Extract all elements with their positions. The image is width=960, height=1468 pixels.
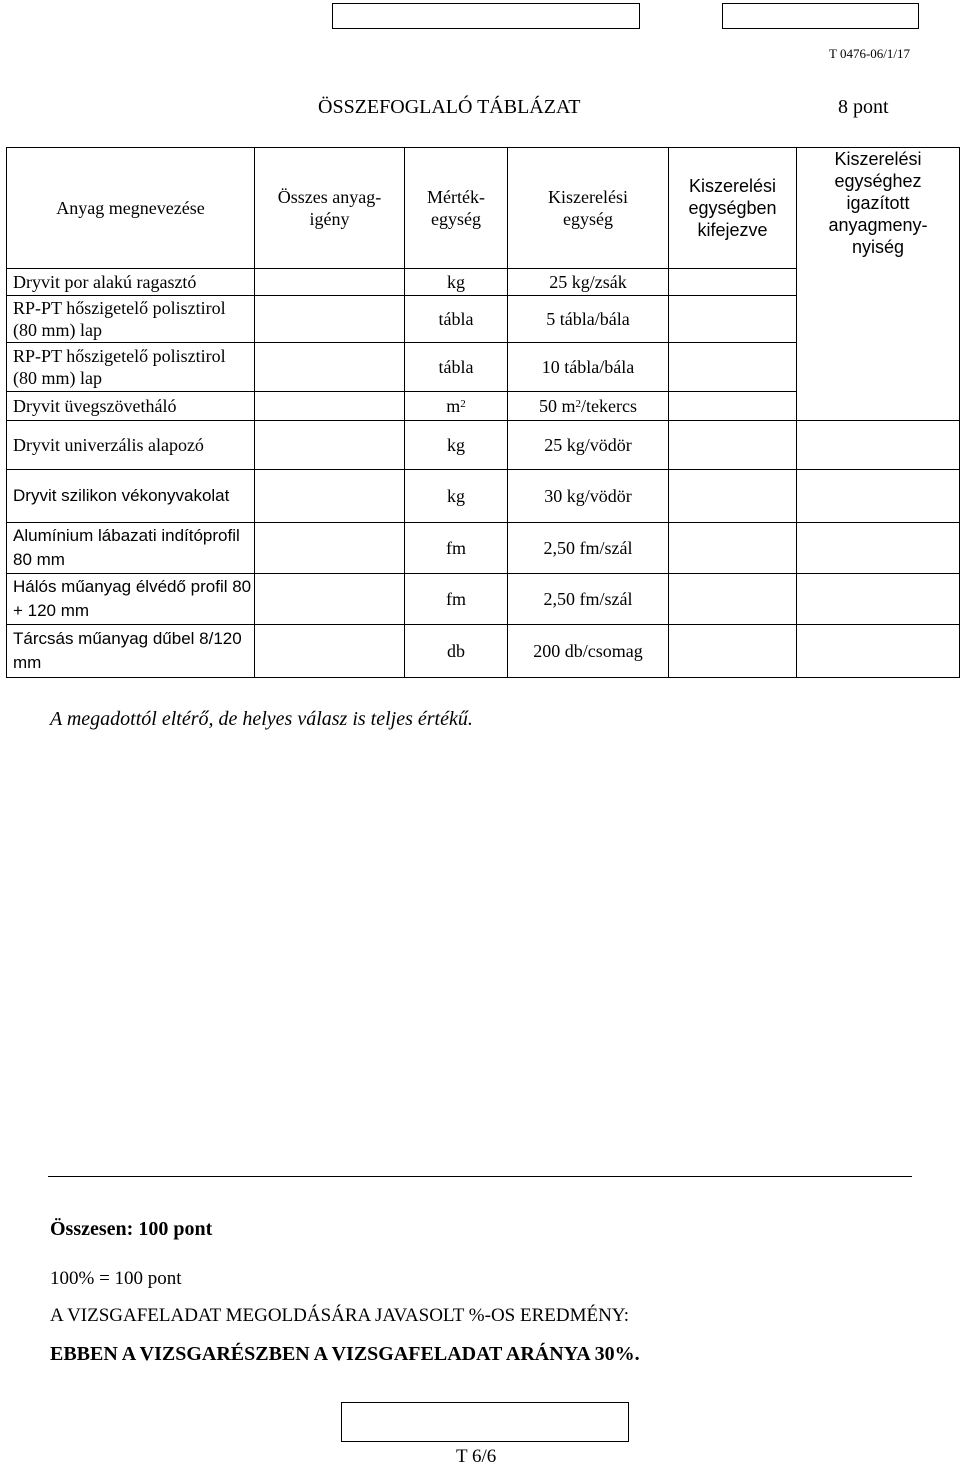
adjusted-amount-cell [797,421,960,470]
row-package: 25 kg/zsák [508,269,669,296]
row-unit-cell [405,392,508,421]
column-header: Kiszerelési egységhez igazított anyagmeny-nyiség [797,148,960,421]
adjusted-amount-cell [797,625,960,678]
total-requirement-cell [255,343,405,392]
package-amount-cell [669,625,797,678]
row-unit: tábla [405,296,508,343]
total-requirement-cell [255,421,405,470]
row-package: 10 tábla/bála [508,343,669,392]
adjusted-amount-cell [797,470,960,523]
divider [48,1176,912,1177]
adjusted-amount-cell [797,523,960,574]
row-package: 2,50 fm/szál [508,574,669,625]
package-amount-cell [669,421,797,470]
top-box-right [722,3,919,29]
row-package: 30 kg/vödör [508,470,669,523]
row-name: Dryvit üvegszövetháló [7,392,255,421]
row-unit: fm [405,523,508,574]
table-row [7,574,960,625]
suggested-result-line: A VIZSGAFELADAT MEGOLDÁSÁRA JAVASOLT %-OS EREDMÉNY: [50,1305,630,1326]
column-header: Kiszerelési egység [508,148,669,269]
row-unit: kg [405,421,508,470]
document-id: T 0476-06/1/17 [828,46,910,61]
row-package: 200 db/csomag [508,625,669,678]
row-unit: fm [405,574,508,625]
row-unit: tábla [405,343,508,392]
total-requirement-cell [255,523,405,574]
table-row [7,421,960,470]
bottom-box [341,1402,629,1442]
total-requirement-cell [255,392,405,421]
row-package-cell [508,392,669,421]
total-requirement-cell [255,625,405,678]
column-header: Kiszerelési egységben kifejezve [669,148,797,269]
row-package: 50 m [539,396,576,416]
total-requirement-cell [255,296,405,343]
total-requirement-cell [255,470,405,523]
page-number: T 6/6 [456,1446,497,1467]
package-amount-cell [669,574,797,625]
package-amount-cell [669,392,797,421]
total-requirement-cell [255,269,405,296]
total-points: Összesen: 100 pont [50,1218,213,1240]
points-label: 8 pont [838,96,889,118]
row-package: 5 tábla/bála [508,296,669,343]
page-title: ÖSSZEFOGLALÓ TÁBLÁZAT [318,96,581,118]
row-unit: db [405,625,508,678]
row-name: Tárcsás műanyag dűbel 8/120 mm [7,625,255,678]
row-unit: m [446,396,461,416]
row-name: Dryvit szilikon vékonyvakolat [7,470,255,523]
grading-note: A megadottól eltérő, de helyes válasz is teljes értékű. [50,708,473,730]
package-exponent: 2 [575,398,582,410]
row-name: Alumínium lábazati indítóprofil 80 mm [7,523,255,574]
top-box-left [332,3,640,29]
row-name: RP-PT hőszigetelő polisztirol (80 mm) lap [7,296,255,343]
table-row [7,523,960,574]
package-amount-cell [669,470,797,523]
package-amount-cell [669,296,797,343]
percent-line: 100% = 100 pont [50,1268,182,1289]
row-package-suffix: /tekercs [581,396,637,416]
summary-table [6,147,960,678]
total-requirement-cell [255,574,405,625]
column-header: Összes anyag-igény [255,148,405,269]
package-amount-cell [669,343,797,392]
row-package: 25 kg/vödör [508,421,669,470]
row-name: Hálós műanyag élvédő profil 80 + 120 mm [7,574,255,625]
row-unit: kg [405,269,508,296]
unit-exponent: 2 [460,398,466,410]
row-unit: kg [405,470,508,523]
package-amount-cell [669,269,797,296]
row-package: 2,50 fm/szál [508,523,669,574]
row-name: RP-PT hőszigetelő polisztirol (80 mm) lap [7,343,255,392]
row-name: Dryvit por alakú ragasztó [7,269,255,296]
table-header-row [7,148,960,269]
adjusted-amount-cell [797,574,960,625]
package-amount-cell [669,523,797,574]
exam-ratio-line: EBBEN A VIZSGARÉSZBEN A VIZSGAFELADAT ARÁNYA 30%. [50,1343,640,1365]
table-row [7,625,960,678]
column-header: Anyag megnevezése [7,148,255,269]
row-name: Dryvit univerzális alapozó [7,421,255,470]
table-row [7,470,960,523]
column-header: Mérték-egység [405,148,508,269]
